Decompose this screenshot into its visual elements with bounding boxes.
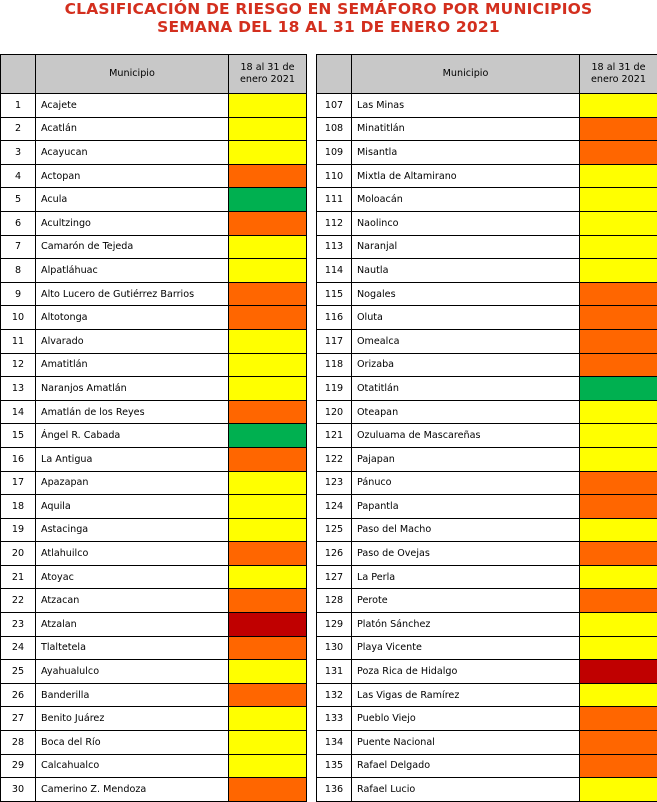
table-header-row <box>1 55 307 94</box>
row-number: 15 <box>1 424 36 448</box>
table-row <box>1 329 307 353</box>
municipio-name: Calcahualco <box>36 754 229 778</box>
table-row <box>317 424 657 448</box>
table-row <box>317 565 657 589</box>
table-row <box>317 683 657 707</box>
risk-color-cell <box>580 613 657 637</box>
row-number: 14 <box>1 400 36 424</box>
row-number: 7 <box>1 235 36 259</box>
municipio-name: Orizaba <box>352 353 580 377</box>
title-line-2: SEMANA DEL 18 AL 31 DE ENERO 2021 <box>0 18 657 37</box>
table-row <box>317 211 657 235</box>
row-number: 110 <box>317 164 352 188</box>
municipio-name: Nautla <box>352 259 580 283</box>
table-row <box>317 188 657 212</box>
table-row <box>1 731 307 755</box>
risk-color-cell <box>229 164 307 188</box>
title-line-1: CLASIFICACIÓN DE RIESGO EN SEMÁFORO POR MUNICIPIOS <box>0 0 657 19</box>
row-number: 128 <box>317 589 352 613</box>
municipio-name: Naolinco <box>352 211 580 235</box>
risk-color-cell <box>580 495 657 519</box>
risk-color-cell <box>580 518 657 542</box>
risk-color-cell <box>580 400 657 424</box>
risk-color-cell <box>229 542 307 566</box>
risk-color-cell <box>229 117 307 141</box>
row-number: 122 <box>317 447 352 471</box>
row-number: 16 <box>1 447 36 471</box>
municipio-name: Pajapan <box>352 447 580 471</box>
risk-color-cell <box>229 589 307 613</box>
table-row <box>317 259 657 283</box>
risk-color-cell <box>580 754 657 778</box>
municipio-name: Tlaltetela <box>36 636 229 660</box>
header-municipio: Municipio <box>36 55 229 94</box>
row-number: 132 <box>317 683 352 707</box>
municipio-name: Acayucan <box>36 141 229 165</box>
row-number: 121 <box>317 424 352 448</box>
row-number: 136 <box>317 778 352 802</box>
row-number: 26 <box>1 683 36 707</box>
row-number: 12 <box>1 353 36 377</box>
risk-color-cell <box>580 141 657 165</box>
table-row <box>317 731 657 755</box>
risk-color-cell <box>229 731 307 755</box>
municipio-name: Acatlán <box>36 117 229 141</box>
municipio-name: Oteapan <box>352 400 580 424</box>
risk-color-cell <box>580 636 657 660</box>
municipio-name: Atlahuilco <box>36 542 229 566</box>
municipio-name: Naranjal <box>352 235 580 259</box>
table-row <box>1 211 307 235</box>
table-row <box>1 707 307 731</box>
municipio-name: Amatlán de los Reyes <box>36 400 229 424</box>
table-row <box>317 164 657 188</box>
municipio-name: Poza Rica de Hidalgo <box>352 660 580 684</box>
row-number: 131 <box>317 660 352 684</box>
table-header-row <box>317 55 657 94</box>
table-row <box>1 542 307 566</box>
municipio-name: Acula <box>36 188 229 212</box>
municipio-name: La Antigua <box>36 447 229 471</box>
risk-color-cell <box>580 707 657 731</box>
risk-color-cell <box>229 188 307 212</box>
table-row <box>317 282 657 306</box>
risk-color-cell <box>580 353 657 377</box>
risk-color-cell <box>229 447 307 471</box>
table-row <box>317 353 657 377</box>
table-row <box>1 683 307 707</box>
row-number: 107 <box>317 94 352 118</box>
row-number: 1 <box>1 94 36 118</box>
municipio-name: Ozuluama de Mascareñas <box>352 424 580 448</box>
risk-color-cell <box>580 282 657 306</box>
municipio-name: Misantla <box>352 141 580 165</box>
municipio-name: Papantla <box>352 495 580 519</box>
row-number: 24 <box>1 636 36 660</box>
risk-color-cell <box>229 683 307 707</box>
row-number: 27 <box>1 707 36 731</box>
row-number: 28 <box>1 731 36 755</box>
row-number: 127 <box>317 565 352 589</box>
municipio-name: Acultzingo <box>36 211 229 235</box>
table-row <box>1 778 307 802</box>
table-row <box>317 518 657 542</box>
risk-color-cell <box>580 542 657 566</box>
municipio-name: Rafael Lucio <box>352 778 580 802</box>
risk-color-cell <box>580 211 657 235</box>
risk-color-cell <box>580 589 657 613</box>
municipio-name: Apazapan <box>36 471 229 495</box>
municipio-name: Alvarado <box>36 329 229 353</box>
table-row <box>317 542 657 566</box>
municipio-name: Paso de Ovejas <box>352 542 580 566</box>
table-row <box>1 259 307 283</box>
table-row <box>1 400 307 424</box>
table-row <box>317 589 657 613</box>
risk-color-cell <box>580 329 657 353</box>
header-date: 18 al 31 de enero 2021 <box>580 55 657 94</box>
row-number: 109 <box>317 141 352 165</box>
header-number <box>317 55 352 94</box>
row-number: 19 <box>1 518 36 542</box>
municipio-name: Acajete <box>36 94 229 118</box>
risk-color-cell <box>580 565 657 589</box>
row-number: 108 <box>317 117 352 141</box>
municipio-name: Banderilla <box>36 683 229 707</box>
risk-color-cell <box>229 400 307 424</box>
header-number <box>1 55 36 94</box>
risk-color-cell <box>580 660 657 684</box>
risk-color-cell <box>229 565 307 589</box>
risk-color-cell <box>580 117 657 141</box>
row-number: 10 <box>1 306 36 330</box>
risk-color-cell <box>229 707 307 731</box>
risk-color-cell <box>580 447 657 471</box>
municipio-name: Puente Nacional <box>352 731 580 755</box>
table-row <box>317 94 657 118</box>
risk-color-cell <box>229 329 307 353</box>
header-date: 18 al 31 de enero 2021 <box>229 55 307 94</box>
table-row <box>1 117 307 141</box>
risk-color-cell <box>229 141 307 165</box>
row-number: 4 <box>1 164 36 188</box>
row-number: 25 <box>1 660 36 684</box>
risk-color-cell <box>229 259 307 283</box>
table-row <box>317 613 657 637</box>
row-number: 114 <box>317 259 352 283</box>
row-number: 2 <box>1 117 36 141</box>
table-row <box>317 447 657 471</box>
row-number: 21 <box>1 565 36 589</box>
risk-color-cell <box>229 377 307 401</box>
table-row <box>317 660 657 684</box>
municipios-table-right <box>316 54 657 802</box>
risk-color-cell <box>580 778 657 802</box>
row-number: 112 <box>317 211 352 235</box>
table-row <box>1 94 307 118</box>
municipio-name: Alto Lucero de Gutiérrez Barrios <box>36 282 229 306</box>
table-row <box>317 471 657 495</box>
municipio-name: Oluta <box>352 306 580 330</box>
table-row <box>1 518 307 542</box>
header-municipio: Municipio <box>352 55 580 94</box>
risk-color-cell <box>580 259 657 283</box>
municipio-name: Atzalan <box>36 613 229 637</box>
row-number: 23 <box>1 613 36 637</box>
table-row <box>1 589 307 613</box>
municipio-name: Aquila <box>36 495 229 519</box>
risk-color-cell <box>229 282 307 306</box>
row-number: 120 <box>317 400 352 424</box>
table-row <box>1 424 307 448</box>
municipio-name: Otatitlán <box>352 377 580 401</box>
row-number: 125 <box>317 518 352 542</box>
row-number: 20 <box>1 542 36 566</box>
row-number: 135 <box>317 754 352 778</box>
row-number: 11 <box>1 329 36 353</box>
table-row <box>317 754 657 778</box>
municipio-name: Boca del Río <box>36 731 229 755</box>
risk-color-cell <box>229 778 307 802</box>
risk-color-cell <box>229 660 307 684</box>
row-number: 130 <box>317 636 352 660</box>
row-number: 134 <box>317 731 352 755</box>
risk-color-cell <box>229 495 307 519</box>
risk-color-cell <box>229 94 307 118</box>
municipio-name: Camarón de Tejeda <box>36 235 229 259</box>
row-number: 30 <box>1 778 36 802</box>
risk-color-cell <box>229 235 307 259</box>
municipio-name: Ángel R. Cabada <box>36 424 229 448</box>
municipio-name: Naranjos Amatlán <box>36 377 229 401</box>
table-row <box>1 471 307 495</box>
municipio-name: Atzacan <box>36 589 229 613</box>
municipio-name: Benito Juárez <box>36 707 229 731</box>
risk-color-cell <box>580 164 657 188</box>
municipio-name: Paso del Macho <box>352 518 580 542</box>
row-number: 116 <box>317 306 352 330</box>
table-row <box>1 565 307 589</box>
row-number: 9 <box>1 282 36 306</box>
table-row <box>317 329 657 353</box>
risk-color-cell <box>580 424 657 448</box>
table-row <box>1 353 307 377</box>
municipio-name: Mixtla de Altamirano <box>352 164 580 188</box>
municipio-name: La Perla <box>352 565 580 589</box>
risk-color-cell <box>229 424 307 448</box>
municipio-name: Moloacán <box>352 188 580 212</box>
table-row <box>317 778 657 802</box>
municipio-name: Platón Sánchez <box>352 613 580 637</box>
risk-color-cell <box>229 613 307 637</box>
municipio-name: Pánuco <box>352 471 580 495</box>
row-number: 117 <box>317 329 352 353</box>
risk-color-cell <box>229 518 307 542</box>
row-number: 119 <box>317 377 352 401</box>
municipio-name: Playa Vicente <box>352 636 580 660</box>
table-row <box>1 613 307 637</box>
risk-color-cell <box>229 211 307 235</box>
municipio-name: Perote <box>352 589 580 613</box>
table-row <box>1 660 307 684</box>
risk-color-cell <box>580 188 657 212</box>
risk-color-cell <box>580 731 657 755</box>
row-number: 118 <box>317 353 352 377</box>
row-number: 6 <box>1 211 36 235</box>
row-number: 111 <box>317 188 352 212</box>
row-number: 129 <box>317 613 352 637</box>
table-row <box>1 377 307 401</box>
municipio-name: Alpatláhuac <box>36 259 229 283</box>
table-row <box>1 636 307 660</box>
row-number: 3 <box>1 141 36 165</box>
risk-color-cell <box>229 306 307 330</box>
risk-color-cell <box>580 235 657 259</box>
municipio-name: Altotonga <box>36 306 229 330</box>
risk-color-cell <box>580 306 657 330</box>
table-row <box>1 282 307 306</box>
risk-color-cell <box>580 683 657 707</box>
row-number: 8 <box>1 259 36 283</box>
table-row <box>317 117 657 141</box>
table-row <box>1 306 307 330</box>
table-row <box>1 188 307 212</box>
risk-color-cell <box>580 377 657 401</box>
table-row <box>317 400 657 424</box>
municipio-name: Amatitlán <box>36 353 229 377</box>
table-row <box>317 636 657 660</box>
row-number: 133 <box>317 707 352 731</box>
municipio-name: Ayahualulco <box>36 660 229 684</box>
row-number: 29 <box>1 754 36 778</box>
table-row <box>1 141 307 165</box>
table-row <box>1 495 307 519</box>
row-number: 13 <box>1 377 36 401</box>
table-row <box>1 235 307 259</box>
table-row <box>317 495 657 519</box>
table-row <box>317 377 657 401</box>
risk-color-cell <box>229 754 307 778</box>
municipio-name: Las Minas <box>352 94 580 118</box>
table-row <box>1 754 307 778</box>
row-number: 18 <box>1 495 36 519</box>
risk-color-cell <box>229 353 307 377</box>
municipio-name: Rafael Delgado <box>352 754 580 778</box>
row-number: 22 <box>1 589 36 613</box>
risk-color-cell <box>229 471 307 495</box>
municipio-name: Pueblo Viejo <box>352 707 580 731</box>
table-row <box>317 306 657 330</box>
row-number: 124 <box>317 495 352 519</box>
table-row <box>1 164 307 188</box>
row-number: 123 <box>317 471 352 495</box>
row-number: 115 <box>317 282 352 306</box>
table-row <box>1 447 307 471</box>
row-number: 126 <box>317 542 352 566</box>
municipio-name: Omealca <box>352 329 580 353</box>
risk-color-cell <box>229 636 307 660</box>
row-number: 17 <box>1 471 36 495</box>
municipio-name: Camerino Z. Mendoza <box>36 778 229 802</box>
row-number: 113 <box>317 235 352 259</box>
municipios-table-left <box>0 54 307 802</box>
table-row <box>317 141 657 165</box>
risk-color-cell <box>580 94 657 118</box>
municipio-name: Minatitlán <box>352 117 580 141</box>
municipio-name: Astacinga <box>36 518 229 542</box>
table-row <box>317 707 657 731</box>
municipio-name: Actopan <box>36 164 229 188</box>
municipio-name: Atoyac <box>36 565 229 589</box>
table-row <box>317 235 657 259</box>
municipio-name: Nogales <box>352 282 580 306</box>
municipio-name: Las Vigas de Ramírez <box>352 683 580 707</box>
row-number: 5 <box>1 188 36 212</box>
risk-color-cell <box>580 471 657 495</box>
